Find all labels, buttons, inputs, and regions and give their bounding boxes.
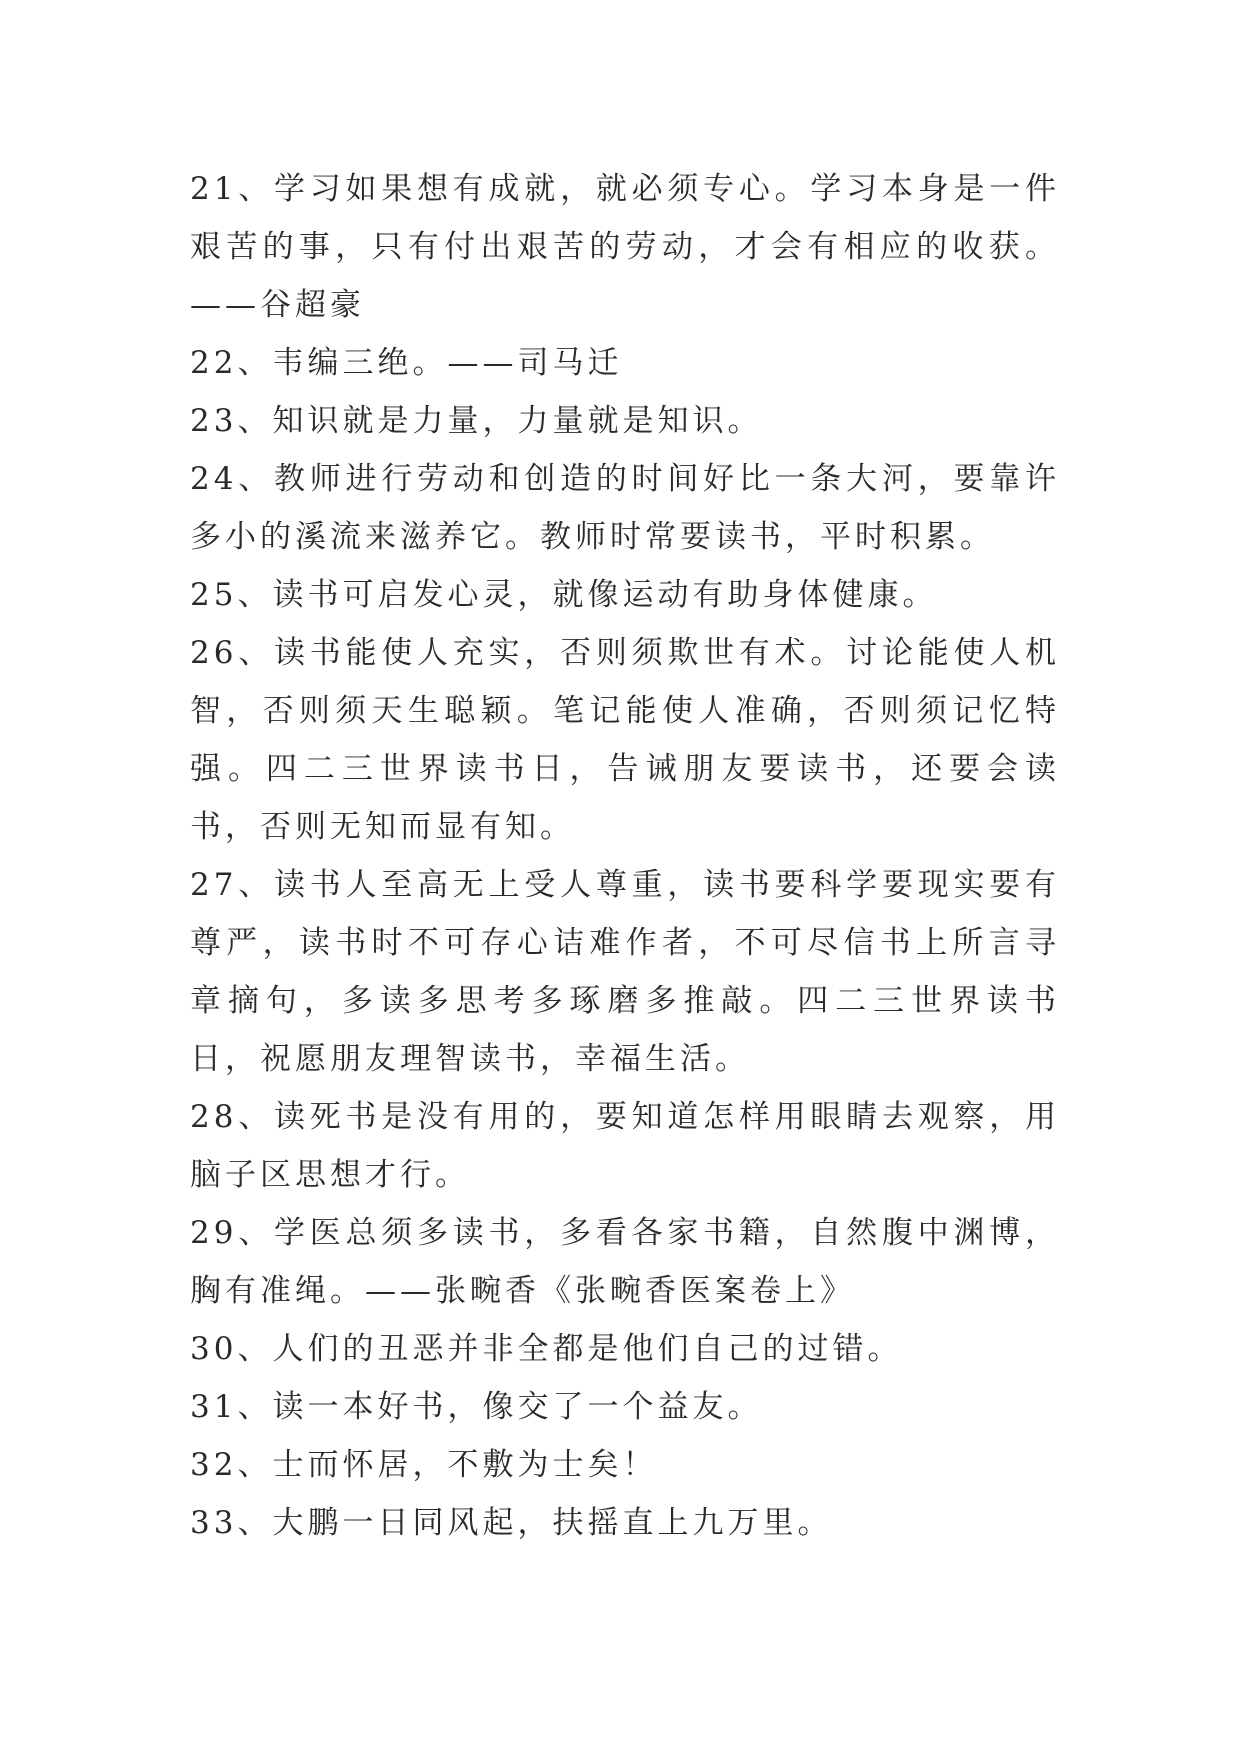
quote-27: 27、读书人至高无上受人尊重，读书要科学要现实要有尊严，读书时不可存心诘难作者，不可尽信书上所言寻章摘句，多读多思考多琢磨多推敲。四二三世界读书日，祝愿朋友理智读书，幸福生活。 xyxy=(190,867,1060,1077)
quote-29: 29、学医总须多读书，多看各家书籍，自然腹中渊博，胸有准绳。——张畹香《张畹香医案卷上》 xyxy=(190,1215,1060,1309)
quote-28: 28、读死书是没有用的，要知道怎样用眼睛去观察，用脑子区思想才行。 xyxy=(190,1099,1060,1193)
quote-32: 32、士而怀居，不敷为士矣！ xyxy=(190,1447,658,1483)
quote-21: 21、学习如果想有成就，就必须专心。学习本身是一件艰苦的事，只有付出艰苦的劳动，才会有相应的收获。——谷超豪 xyxy=(190,171,1060,323)
quote-25: 25、读书可启发心灵，就像运动有助身体健康。 xyxy=(190,577,938,613)
quote-26: 26、读书能使人充实，否则须欺世有术。讨论能使人机智，否则须天生聪颖。笔记能使人准确，否则须记忆特强。四二三世界读书日，告诫朋友要读书，还要会读书，否则无知而显有知。 xyxy=(190,635,1060,845)
quote-24: 24、教师进行劳动和创造的时间好比一条大河，要靠许多小的溪流来滋养它。教师时常要读书，平时积累。 xyxy=(190,461,1060,555)
quote-30: 30、人们的丑恶并非全都是他们自己的过错。 xyxy=(190,1331,903,1367)
quote-23: 23、知识就是力量，力量就是知识。 xyxy=(190,403,763,439)
quote-31: 31、读一本好书，像交了一个益友。 xyxy=(190,1389,763,1425)
quote-22: 22、韦编三绝。——司马迁 xyxy=(190,345,623,381)
quote-list xyxy=(190,160,1060,1552)
quote-33: 33、大鹏一日同风起，扶摇直上九万里。 xyxy=(190,1505,833,1541)
